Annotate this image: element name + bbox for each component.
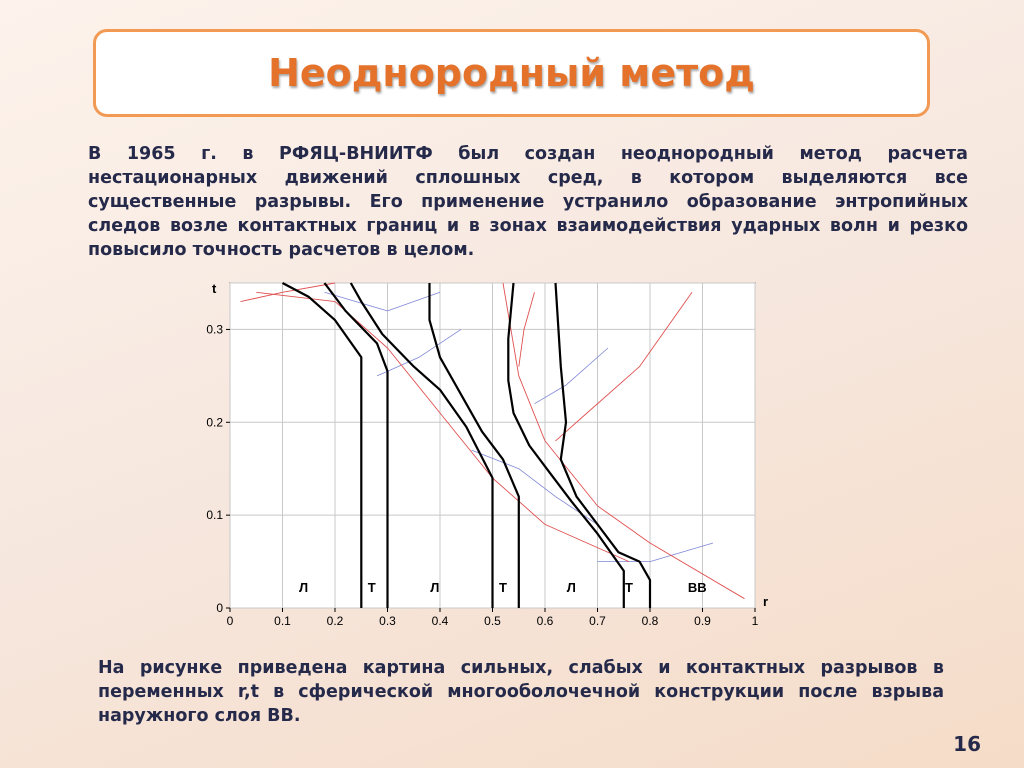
x-tick-label: 0	[226, 614, 234, 628]
x-tick-label: 0.8	[641, 614, 659, 628]
title-box	[93, 29, 930, 117]
x-tick-label: 0.9	[694, 614, 711, 628]
y-tick-label: 0	[216, 601, 223, 615]
x-tick-label: 0.2	[326, 614, 344, 628]
rt-diagram	[195, 278, 785, 638]
page-number: 16	[953, 732, 981, 756]
x-tick-label: 0.4	[431, 614, 449, 628]
region-label: Т	[499, 580, 507, 596]
intro-paragraph: В 1965 г. в РФЯЦ-ВНИИТФ был создан неоднородный метод расчета нестационарных движений сплошных сред, в котором выделяются все существенные разрывы. Его применение устранило образование энтропийных следов возле контактных границ и в зонах взаимодействия ударных волн и резко повысило точность расчетов в целом.	[88, 144, 968, 260]
x-tick-label: 0.5	[484, 614, 501, 628]
region-label: ВВ	[687, 580, 707, 596]
region-label: Т	[625, 580, 633, 596]
region-label: Л	[430, 580, 440, 596]
y-axis-label: t	[212, 281, 217, 296]
y-tick-label: 0.3	[206, 322, 223, 337]
x-tick-label: 1	[751, 614, 759, 628]
slide-title: Неоднородный метод	[268, 51, 755, 95]
y-tick-label: 0.2	[206, 415, 223, 430]
x-tick-label: 0.3	[379, 614, 396, 628]
region-label: Л	[298, 580, 309, 596]
caption-paragraph: На рисунке приведена картина сильных, слабых и контактных разрывов в переменных r,t в сферической многооболочечной конструкции после взрыва наружного слоя ВВ.	[98, 658, 944, 726]
x-tick-label: 0.7	[589, 614, 606, 628]
region-label: Л	[566, 580, 576, 596]
y-tick-label: 0.1	[206, 508, 223, 523]
region-label: Т	[367, 580, 376, 596]
x-tick-label: 0.1	[274, 614, 291, 628]
x-tick-label: 0.6	[536, 614, 554, 628]
x-axis-label: r	[763, 594, 769, 609]
